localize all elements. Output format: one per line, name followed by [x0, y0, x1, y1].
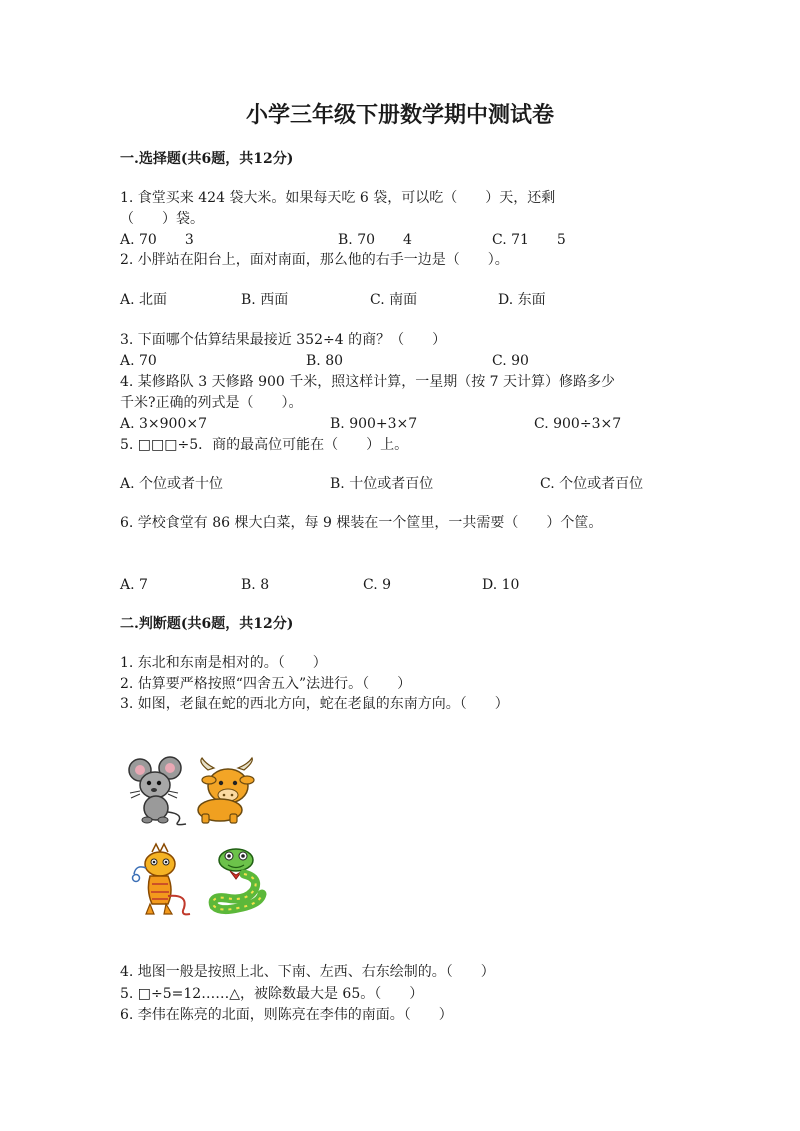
question-4-option-c: C. 900÷3×7: [534, 416, 622, 432]
question-4-stem-line-1: 4. 某修路队 3 天修路 900 千米，照这样计算，一星期（按 7 天计算）修路多少: [120, 374, 616, 390]
question-6-option-b: B. 8: [241, 577, 270, 593]
section-heading-true-false: 二.判断题(共6题，共12分): [120, 616, 294, 632]
question-5-stem: 5. □□□÷5．商的最高位可能在（ ）上。: [120, 437, 409, 453]
question-1-option-a: A. 70 3: [120, 232, 194, 248]
snake-icon: [204, 846, 268, 912]
question-5-option-a: A. 个位或者十位: [120, 476, 224, 492]
question-4-option-b: B. 900+3×7: [330, 416, 418, 432]
question-2-option-d: D. 东面: [498, 292, 546, 308]
page-title: 小学三年级下册数学期中测试卷: [245, 102, 554, 128]
tf-question-6: 6. 李伟在陈亮的北面，则陈亮在李伟的南面。（ ）: [120, 1007, 453, 1023]
question-4-option-a: A. 3×900×7: [120, 416, 208, 432]
section-heading-choice: 一.选择题(共6题，共12分): [120, 151, 294, 167]
question-6-option-c: C. 9: [363, 577, 392, 593]
question-1-stem-line-1: 1. 食堂买来 424 袋大米。如果每天吃 6 袋，可以吃（ ）天，还剩: [120, 190, 556, 206]
question-4-stem-line-2: 千米?正确的列式是（ ）。: [120, 395, 303, 411]
tf-question-3: 3. 如图，老鼠在蛇的西北方向，蛇在老鼠的东南方向。（ ）: [120, 696, 509, 712]
question-6-option-a: A. 7: [120, 577, 148, 593]
question-5-option-b: B. 十位或者百位: [330, 476, 434, 492]
question-6-stem: 6. 学校食堂有 86 棵大白菜，每 9 棵装在一个筐里，一共需要（ ）个筐。: [120, 515, 603, 531]
question-3-option-b: B. 80: [306, 353, 344, 369]
ox-icon: [192, 758, 262, 824]
question-2-option-a: A. 北面: [120, 292, 168, 308]
question-5-option-c: C. 个位或者百位: [540, 476, 644, 492]
tf-question-4: 4. 地图一般是按照上北、下南、左西、右东绘制的。（ ）: [120, 964, 495, 980]
question-2-option-b: B. 西面: [241, 292, 289, 308]
question-1-option-c: C. 71 5: [492, 232, 566, 248]
question-2-option-c: C. 南面: [370, 292, 418, 308]
tf-question-1: 1. 东北和东南是相对的。（ ）: [120, 655, 327, 671]
question-3-stem: 3. 下面哪个估算结果最接近 352÷4 的商？（ ）: [120, 332, 447, 348]
question-6-option-d: D. 10: [482, 577, 520, 593]
question-1-stem-line-2: （ ）袋。: [120, 211, 204, 227]
dragon-icon: [132, 844, 194, 918]
tf-question-5: 5. □÷5=12……△，被除数最大是 65。（ ）: [120, 986, 424, 1002]
tf-question-2: 2. 估算要严格按照“四舍五入”法进行。（ ）: [120, 676, 412, 692]
question-1-option-b: B. 70 4: [338, 232, 412, 248]
question-3-option-a: A. 70: [120, 353, 157, 369]
mouse-icon: [126, 754, 192, 826]
question-2-stem: 2. 小胖站在阳台上，面对南面，那么他的右手一边是（ ）。: [120, 252, 509, 268]
question-3-option-c: C. 90: [492, 353, 529, 369]
